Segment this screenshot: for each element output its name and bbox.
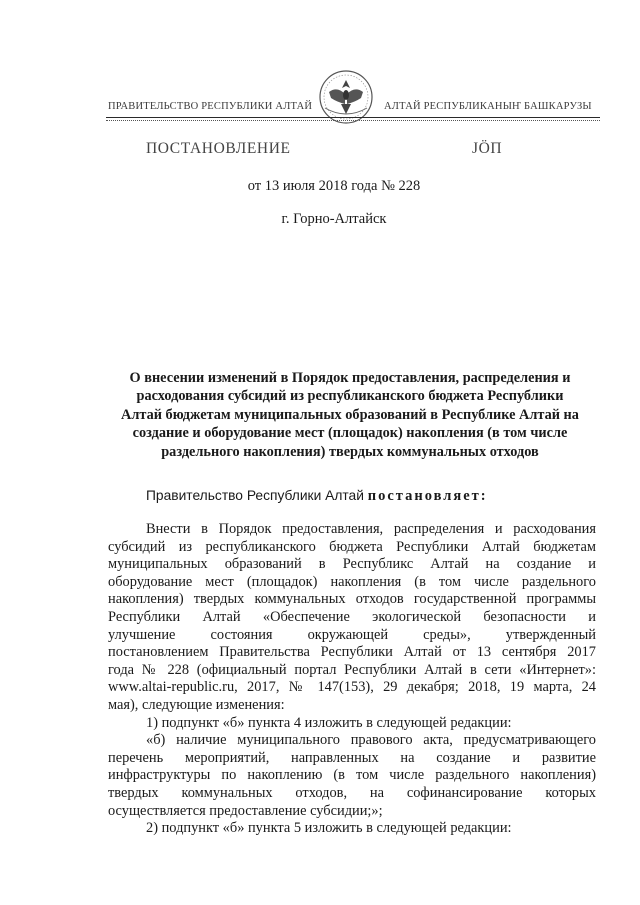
- body-line: осуществляется предоставление субсидии;»;: [108, 802, 383, 819]
- doc-type-russian: ПОСТАНОВЛЕНИЕ: [146, 140, 291, 157]
- preamble-text: Правительство Республики Алтай: [146, 488, 368, 503]
- body-line: года № 228 (официальный портал Республики Алтай в сети «Интернет»:: [108, 661, 596, 678]
- body-line: «б) наличие муниципального правового акта, предусматривающего: [146, 732, 596, 749]
- body-line: 2) подпункт «б» пункта 5 изложить в следующей редакции:: [146, 820, 512, 837]
- body-line: инфраструктуры по накоплению (в том числе раздельного накопления): [108, 767, 596, 784]
- body-line: твердых коммунальных отходов, на софинансирование которых: [108, 784, 596, 801]
- title-line: Алтай бюджетам муниципальных образований в Республике Алтай на: [121, 406, 579, 423]
- letterhead-rule: [106, 117, 600, 118]
- letterhead-rule-dotted: [106, 120, 600, 121]
- body-line: мая), следующие изменения:: [108, 696, 285, 713]
- body-line: улучшение состояния окружающей среды», утвержденный: [108, 626, 596, 643]
- org-name-altai: АЛТАЙ РЕСПУБЛИКАНЫҤ БАШКАРУЗЫ: [384, 101, 592, 112]
- body-line: субсидий из республиканского бюджета Республики Алтай бюджетам: [108, 538, 596, 555]
- document-title: [110, 369, 590, 461]
- title-line: О внесении изменений в Порядок предоставления, распределения и: [129, 370, 571, 386]
- org-name-russian: ПРАВИТЕЛЬСТВО РЕСПУБЛИКИ АЛТАЙ: [108, 101, 313, 112]
- body-line: накопления) твердых коммунальных отходов государственной программы: [108, 591, 596, 608]
- body-line: муниципальных образований в Республикс Алтай на создание и: [108, 556, 596, 573]
- title-line: создание и оборудование мест (площадок) накопления (в том числе: [132, 425, 568, 442]
- body-line: перечень мероприятий, направленных на создание и развитие: [108, 749, 596, 766]
- body-line: оборудование мест (площадок) накопления (в том числе раздельного: [108, 573, 596, 590]
- body-line: Внести в Порядок предоставления, распределения и расходования: [146, 521, 596, 537]
- title-line: расходования субсидий из республиканского бюджета Республики: [136, 388, 564, 405]
- body-line: 1) подпункт «б» пункта 4 изложить в следующей редакции:: [146, 714, 512, 731]
- preamble: [146, 488, 488, 505]
- body-line: www.altai-republic.ru, 2017, № 147(153), 29 декабря; 2018, 19 марта, 24: [108, 679, 596, 696]
- body-line: Республики Алтай «Обеспечение экологической безопасности и: [108, 608, 596, 625]
- doc-type-altai: ЈӦП: [472, 140, 503, 157]
- body-line: постановлением Правительства Республики Алтай от 13 сентября 2017: [108, 644, 596, 661]
- document-city: г. Горно-Алтайск: [281, 211, 387, 227]
- document-body: [108, 521, 596, 838]
- document-date: от 13 июля 2018 года № 228: [247, 178, 421, 194]
- decree-word: постановляет:: [367, 488, 488, 504]
- title-line: раздельного накопления) твердых коммунальных отходов: [161, 443, 539, 460]
